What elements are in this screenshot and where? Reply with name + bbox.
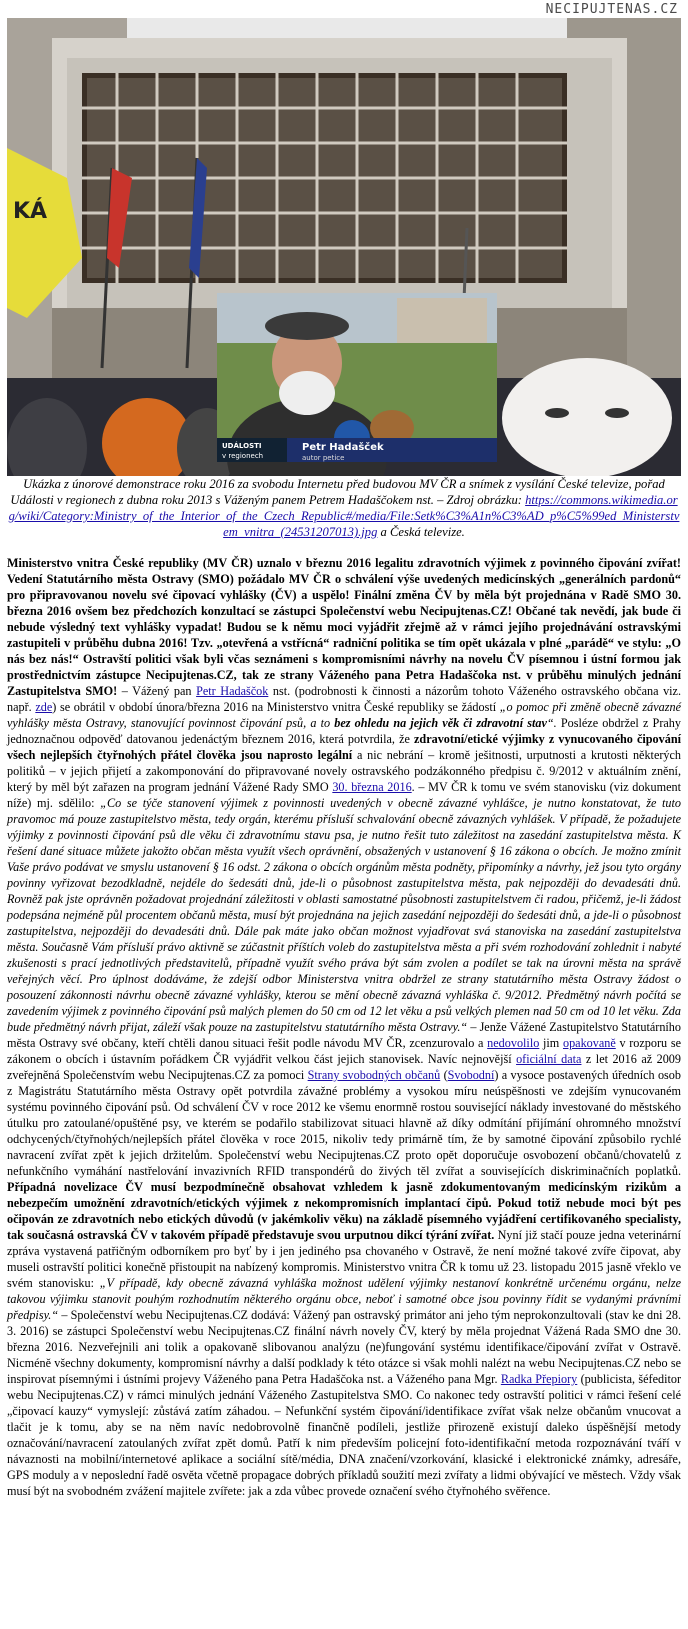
badge-line1: UDÁLOSTI bbox=[222, 442, 262, 450]
tv-inset bbox=[217, 293, 497, 476]
lead-text: Ministerstvo vnitra České republiky (MV ČR) uznalo v březnu 2016 legalitu zdravotních výjimek z povinného čipování zvířat! Vedení Statutárního města Ostravy (SMO) požádalo MV ČR o schválení výše uvedených medicínských „generálních pardonů“ pro připravovanou novelu své čipovací vyhlášky (ČV) a uspělo! Finální změna ČV by měla být projednána v Radě SMO 30. března 2016 ovšem bez předchozích konzultací se zástupci Společenství webu Necipujtenas.CZ! Občané tak nevědí, jak bude či nebude výsledný text vyhlášky vypadat! Budou se k němu moci vyjádřit zřejmě až v rámci jejího projednávání ostravskými zastupiteli v průběhu dubna 2016! Tzv. „otevřená a vstřícná“ radniční politika se tím opět ukázala v plné „parádě“ ve stylu: „O nás bez nás!“ Ostravští politici však byli včas seznámeni s kompromisními návrhy na novelu ČV písemnou i ústní formou jak prostřednictvím zástupce Necipujtenas.CZ, tak ze strany Váženého pana Petra Hadaščoka nst. v průběhu minulých jednání Zastupitelstva SMO! bbox=[7, 556, 681, 698]
source-link[interactable]: https://commons.wikimedia.org/wiki/Category:Ministry_of_the_Interior_of_the_Czech_Republic#/media/File:Setk%C3%A1n%C3%AD_p%C5%99ed_Ministerstvem_vnitra_(24531207013).jpg bbox=[8, 493, 680, 539]
link-zde[interactable]: zde bbox=[35, 700, 53, 714]
article-photo bbox=[7, 18, 681, 476]
link-opakovane[interactable]: opakovaně bbox=[562, 1036, 616, 1050]
link-strany-svobodnych[interactable]: Strany svobodných občanů bbox=[307, 1068, 441, 1082]
bold-statement: Případná novelizace ČV musí bezpodmínečně obsahovat vzhledem k jasně zdokumentovaným medicínským rizikům a nebezpečím umožnění zdravotních/etických výjimek z nekompromisních implantací čipů. Pokud totiž nebude moci být pes očipován ze zdravotních nebo etických důvodů (v jakémkoliv věku) na základě písemného vyjádření certifikovaného specialisty, tak současná ostravská ČV v takovém případě představuje svou urputnou dikcí týrání zvířat. bbox=[7, 1180, 681, 1242]
link-svobodni[interactable]: Svobodní bbox=[447, 1068, 495, 1082]
link-radka-prepiory[interactable]: Radka Přepiory bbox=[500, 1372, 578, 1386]
link-oficialni-data[interactable]: oficiální data bbox=[516, 1052, 582, 1066]
caption-text: Ukázka z únorové demonstrace roku 2016 za svobodu Internetu před budovou MV ČR a snímek z vysílání České televize, pořad Události v regionech z dubna roku 2013 s Váženým panem Petrem Hadaščokem nst. – Zdroj obrázku: bbox=[10, 477, 665, 507]
demonstration-image bbox=[7, 18, 681, 476]
watermark: NECIPUJTENAS.CZ bbox=[545, 2, 678, 17]
flag-text: KÁ bbox=[13, 199, 48, 224]
inset-role: autor petice bbox=[302, 454, 345, 462]
caption-text-end: a Česká televize. bbox=[377, 525, 465, 539]
article-body bbox=[7, 555, 681, 1499]
photo-caption bbox=[7, 476, 681, 540]
link-30-brezna[interactable]: 30. března 2016 bbox=[332, 780, 412, 794]
ministry-quote: „Co se týče stanovení výjimek z povinnosti uvedených v obecně závazné vyhlášce, je nutno konstatovat, že tuto pravomoc má pouze zastupitelstvo města, tedy orgán, kterému přísluší schvalování obecně závazných vyhlášek. V případě, že požadujete výjimky z povinnosti čipování psů dle věku či zdravotnímu stavu psa, je nutno řešit tuto záležitost na zasedání zastupitelstva města. K řešení dané situace můžete jakožto občan města využít všech oprávnění, obsažených v ustanovení § 16 zákona o obcích. Je možno zmínit Vaše právo podávat ve smyslu ustanovení § 16 odst. 2 zákona o obcích orgánům města podněty, připomínky a návrhy, jež jsou tyto orgány povinny vyřizovat bezodkladně, nejdéle do šedesáti dnů, jde-li o působnost zastupitelstva města, pak nejpozději do devadesáti dnů. Rovněž pak jste oprávněn požadovat projednání záležitosti v oblasti samostatné působnosti zastupitelstvem či radou, přičemž, je-li žádost podepsána nejméně půl procentem občanů města, musí být projednána na jejich zasedání nejpozději do šedesáti dnů, a jde-li o působnost zastupitelstva, nejpozději do devadesáti dnů. Dále pak máte jako občan možnost vyjadřovat svá stanoviska na zasedání zastupitelstva města. Současně Vám přísluší právo aktivně se zúčastnit příštích voleb do zastupitelstva města a při svém rozhodování zohlednit i nabyté zkušenosti s prací jednotlivých představitelů, případně využít svého práva být sám zvolen a podílet se tak na úrovni města na správě veřejných věcí. Pro úplnost dodáváme, že zdejší odbor Ministerstva vnitra obdržel ze strany statutárního města Ostravy žádost o posouzení zákonnosti návrhu obecně závazné vyhlášky, kterou se mění obecně závazná vyhláška č. 9/2012. Předmětný návrh počítá se zavedením výjimek z povinného čipování psů malých plemen do 50 cm od 12 let věku a psů velkých plemen nad 50 cm od 10 let věku. Zda bude předmětný návrh přijat, záleží však pouze na zastupitelstvu statutárního města Ostravy.“ bbox=[7, 796, 682, 1034]
article-paragraph: Ministerstvo vnitra České republiky (MV ČR) uznalo v březnu 2016 legalitu zdravotních výjimek z povinného čipování zvířat! Vedení Statutárního města Ostravy (SMO) požádalo MV ČR o schválení výše uvedených medicínských „generálních pardonů“ pro připravovanou novelu své čipovací vyhlášky (ČV) a uspělo! Finální změna ČV by měla být projednána v Radě SMO 30. března 2016 ovšem bez předchozích konzultací se zástupci Společenství webu Necipujtenas.CZ! Občané tak nevědí, jak bude či nebude výsledný text vyhlášky vypadat! Budou se k němu moci vyjádřit zřejmě až v rámci jejího projednávání ostravskými zastupiteli v průběhu dubna 2016! Tzv. „otevřená a vstřícná“ radniční politika se tím opět ukázala v plné „parádě“ ve stylu: „O nás bez nás!“ Ostravští politici však byli včas seznámeni s kompromisními návrhy na novelu ČV písemnou i ústní formou jak prostřednictvím zástupce Necipujtenas.CZ, tak ze strany Váženého pana Petra Hadaščoka nst. v průběhu minulých jednání Zastupitelstva SMO! – Vážený pan Petr Hadaščok nst. (podrobnosti k činnosti a názorům tohoto Váženého ostravského občana viz. např. zde) se obrátil v období února/března 2016 na Ministerstvo vnitra České republiky se žádostí „o pomoc při změně obecně závazné vyhlášky města Ostravy, stanovující povinnost čipování psů, a to bez ohledu na jejich věk či zdravotní stav“. Posléze obdržel z Prahy jednoznačnou odpověď datovanou jedenáctým březnem 2016, která potvrdila, že zdravotní/etické výjimky z vynucovaného čipování všech nejlepších čtyřnohých přátel člověka jsou naprosto legální a nic nebrání – kromě ješitnosti, urputnosti a krutosti některých politiků – v jejich přijetí a zakomponování do připravované novely ostravského podzákonného předpisu č. 9/2012 v aktuálním znění, který by měl být zařazen na program jednání Vážené Rady SMO 30. března 2016. – MV ČR k tomu ve svém stanovisku (viz dokument níže) mj. sdělilo: „Co se týče stanovení výjimek z povinnosti uvedených v obecně závazné vyhlášce, je nutno konstatovat, že tuto pravomoc má pouze zastupitelstvo města, tedy orgán, kterému přísluší schvalování obecně závazných vyhlášek. V případě, že požadujete výjimky z povinnosti čipování psů dle věku či zdravotnímu stavu psa, je nutno řešit tuto záležitost na zasedání zastupitelstva města. K řešení dané situace můžete jakožto občan města využít všech oprávnění, obsažených v ustanovení § 16 zákona o obcích. Je možno zmínit Vaše právo podávat ve smyslu ustanovení § 16 odst. 2 zákona o obcích orgánům města podněty, připomínky a návrhy, jež jsou tyto orgány povinny vyřizovat bezodkladně, nejdéle do šedesáti dnů, jde-li o působnost zastupitelstva města, pak nejpozději do devadesáti dnů. Rovněž pak jste oprávněn požadovat projednání záležitosti v oblasti samostatné působnosti zastupitelstvem či radou, přičemž, je-li žádost podepsána nejméně půl procentem občanů města, musí být projednána na jejich zasedání nejpozději do šedesáti dnů, a jde-li o působnost zastupitelstva, nejpozději do devadesáti dnů. Dále pak máte jako občan možnost vyjadřovat svá stanoviska na zasedání zastupitelstva města. Současně Vám přísluší právo aktivně se zúčastnit příštích voleb do zastupitelstva města a při svém rozhodování zohlednit i nabyté zkušenosti s prací jednotlivých představitelů, případně využít svého práva být sám zvolen a podílet se tak na úrovni města na správě veřejných věcí. Pro úplnost dodáváme, že zdejší odbor Ministerstva vnitra obdržel ze strany statutárního města Ostravy žádost o posouzení zákonnosti návrhu obecně závazné vyhlášky, kterou se mění obecně závazná vyhláška č. 9/2012. Předmětný návrh počítá se zavedením výjimek z povinného čipování psů malých plemen do 50 cm od 12 let věku a psů velkých plemen nad 50 cm od 10 let věku. Zda bude předmětný návrh přijat, záleží však pouze na zastupitelstvu statutárního města Ostravy.“ – Jenže Vážené Zastupitelstvo Statutárního města Ostravy své občany, kteří chtěli danou situaci řešit podle návodu MV ČR, zcenzurovalo a nedovolilo jim opakovaně v rozporu se zákonem o obcích i ústavním pořádkem ČR vyjádřit velkou část jejich stanovisek. Navíc nejnovější oficiální data z let 2016 až 2009 zveřejněná Společenstvím webu Necipujtenas.CZ za pomoci Strany svobodných občanů (Svobodní) a vysoce postavených úředních osob z Magistrátu Statutárního města Ostravy opět potvrdila závažné problémy a vysokou míru neúspěšnosti ve zdejším vynucovaném systému povinného čipování psů. Od schválení ČV v roce 2012 ke všemu enormně rostou související náklady investované do městského útulku pro zatoulané/opuštěné psy, ve kterém se podařilo stabilizovat situaci hlavně až díky odmítání přijímání ohromného množství odchycených/čtyřnohých/nejlepších přátel člověka v roce 2015, nikoliv tedy primárně tím, že by samotné čipování způsobilo rychlé navracení zvířat zpět k jejich držitelům. Společenství webu Necipujtenas.CZ proto opět doporučuje osvobození občanů/chovatelů z nefunkčního vymáhání nastřelování invazivních RFID transpondérů do živých těl zvířat a souvisejících diskriminačních poplatků. Případná novelizace ČV musí bezpodmínečně obsahovat vzhledem k jasně zdokumentovaným medicínským rizikům a nebezpečím umožnění zdravotních/etických výjimek z nekompromisních implantací čipů. Pokud totiž nebude moci být pes očipován ze zdravotních nebo etických důvodů (v jakémkoliv věku) na základě písemného vyjádření certifikovaného specialisty, tak současná ostravská ČV v takovém případě představuje svou urputnou dikcí týrání zvířat. Nyní již stačí pouze jedna veterinární zpráva vystavená patřičným odborníkem pro byť by i jen jediného psa chovaného v Ostravě, že není možné takové zvíře čipovat, aby museli ostravští politici konečně přistoupit na nabízený kompromis. Ministerstvo vnitra ČR k tomu už 23. listopadu 2015 jasně vřeklo ve svém stanovisku: „V případě, kdy obecně závazná vyhláška možnost udělení výjimky nestanoví konkrétně určenému orgánu, nelze takovou výjimku stanovit pouhým rozhodnutím některého orgánu obce, neboť i samotné obce jsou povinny řídit se vydanými právními předpisy.“ – Společenství webu Necipujtenas.CZ dodává: Vážený pan ostravský primátor ani jeho tým neprokonzultovali (stav ke dni 28. 3. 2016) se zástupci Společenství webu Necipujtenas.CZ finální návrh novely ČV, který by měla projednat Vážená Rada SMO dne 30. března 2016. Nezveřejnili ani tolik a opakovaně slibovanou analýzu (ne)fungování systému identifikace/čipování zvířat v Ostravě. Nicméně všechny dokumenty, kompromisní návrhy a další podklady k této otázce si však mohli nalézt na webu Necipujtenas.CZ nebo se inspirovat písemnými i ústními projevy Váženého pana Petra Hadaščoka nst. a Váženého pana Mgr. Radka Přepiory (publicista, šéfeditor webu Necipujtenas.CZ) v rámci minulých jednání Váženého Zastupitelstva SMO. Co nakonec tedy ostravští politici v rámci řešení celé „čipovací kauzy“ vymyslejí: zůstává zatím záhadou. – Nefunkční systém čipování/identifikace zvířat však nelze občanům vnucovat a tlačit je k tomu, aby se na něm navíc nedobrovolně finančně podíleli, jestliže přirozeně existují daleko úspěšnější metody označování/navracení zatoulaných zvířat zpět domů. Patří k nim především policejní foto-identifikační metoda rozpoznávání tváří v návaznosti na mobilní/internetové aplikace a sociální sítě/média, DNA značení/vzorkování, klasické i elektronické známky, adresáře, GPS moduly a v neposlední řadě osvěta včetně propagace dobrých příkladů soužití mezi zvířaty a lidmi obývající ve městech. Vždy však musí být na svobodném zvážení majitele zvířete: jak a zda vůbec provede označení svého čtyřnohého svěřence. bbox=[7, 556, 682, 1498]
inset-name: Petr Hadašček bbox=[302, 442, 384, 453]
link-petr-hadascok[interactable]: Petr Hadaščok bbox=[196, 684, 269, 698]
badge-line2: v regionech bbox=[222, 452, 264, 460]
ministry-quote-2: „V případě, kdy obecně závazná vyhláška možnost udělení výjimky nestanoví konkrétně určenému orgánu, nelze takovou výjimku stanovit pouhým rozhodnutím některého orgánu obce, neboť i samotné obce jsou povinny řídit se vydanými právními předpisy.“ bbox=[7, 1276, 681, 1322]
link-nedovolilo[interactable]: nedovolilo bbox=[487, 1036, 540, 1050]
mask bbox=[502, 358, 672, 476]
